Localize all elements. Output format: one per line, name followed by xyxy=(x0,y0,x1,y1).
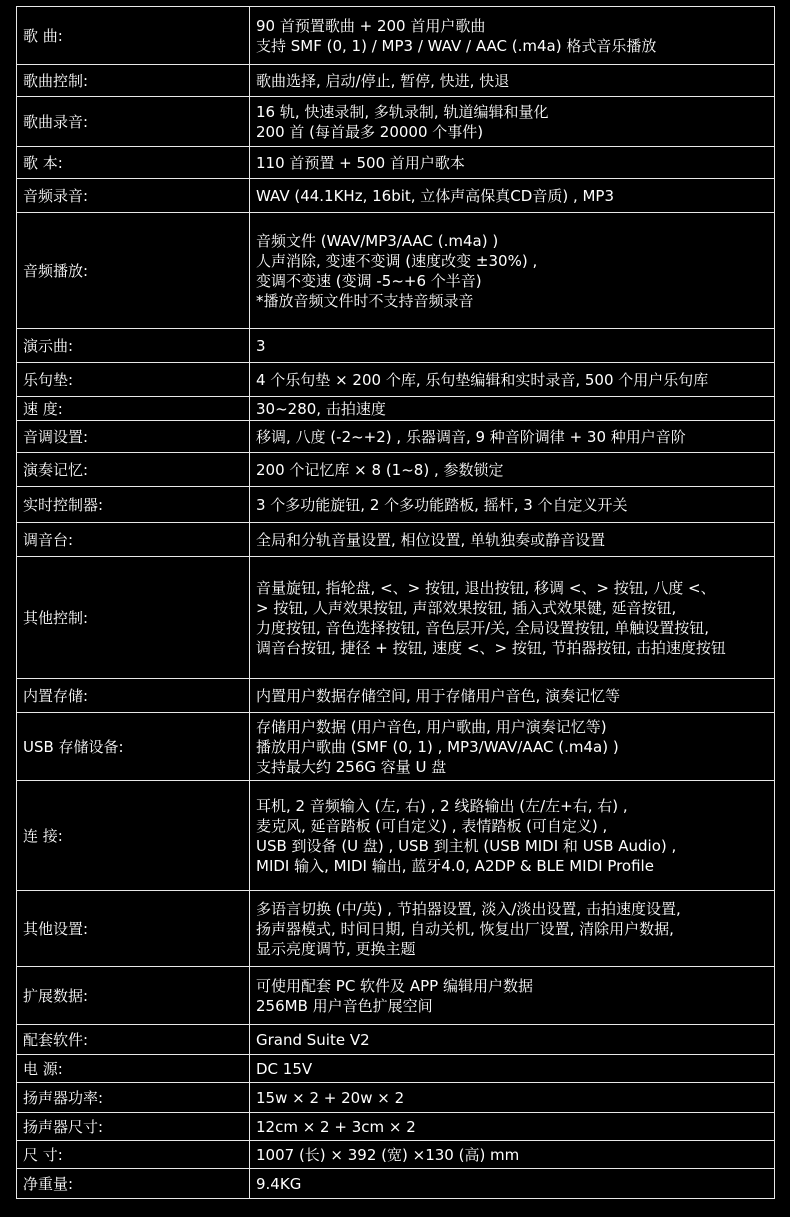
spec-row xyxy=(17,147,775,179)
spec-row xyxy=(17,453,775,487)
spec-label: 实时控制器: xyxy=(17,487,250,523)
spec-value xyxy=(250,7,775,65)
spec-value-line: 显示亮度调节, 更换主题 xyxy=(256,939,416,958)
spec-row xyxy=(17,1083,775,1113)
spec-label: 其他控制: xyxy=(17,557,250,679)
spec-row xyxy=(17,1169,775,1199)
spec-label: 配套软件: xyxy=(17,1025,250,1055)
spec-value-line: 音量旋钮, 指轮盘, <、> 按钮, 退出按钮, 移调 <、> 按钮, 八度 <、 xyxy=(256,578,716,597)
spec-value-line: 麦克风, 延音踏板 (可自定义) , 表情踏板 (可自定义) , xyxy=(256,816,608,835)
spec-label: 演示曲: xyxy=(17,329,250,363)
spec-table xyxy=(16,6,775,1199)
spec-label: 电 源: xyxy=(17,1055,250,1083)
spec-value-line: 内置用户数据存储空间, 用于存储用户音色, 演奏记忆等 xyxy=(256,686,621,705)
spec-label: 速 度: xyxy=(17,397,250,421)
spec-label: 扩展数据: xyxy=(17,967,250,1025)
spec-value-line: 200 个记忆库 × 8 (1~8) , 参数锁定 xyxy=(256,460,504,479)
spec-row xyxy=(17,1113,775,1141)
spec-value-line: USB 到设备 (U 盘) , USB 到主机 (USB MIDI 和 USB Audio) , xyxy=(256,836,677,855)
spec-value-line: 1007 (长) × 392 (宽) ×130 (高) mm xyxy=(256,1145,520,1164)
spec-value xyxy=(250,397,775,421)
spec-value xyxy=(250,523,775,557)
spec-row xyxy=(17,967,775,1025)
spec-value xyxy=(250,97,775,147)
spec-value xyxy=(250,967,775,1025)
spec-value-line: 播放用户歌曲 (SMF (0, 1) , MP3/WAV/AAC (.m4a) ) xyxy=(256,737,619,756)
spec-value-line: 12cm × 2 + 3cm × 2 xyxy=(256,1117,416,1136)
spec-label: USB 存储设备: xyxy=(17,713,250,781)
spec-value xyxy=(250,487,775,523)
spec-value xyxy=(250,213,775,329)
spec-value-line: WAV (44.1KHz, 16bit, 立体声高保真CD音质) , MP3 xyxy=(256,186,615,205)
spec-value-line: *播放音频文件时不支持音频录音 xyxy=(256,291,474,310)
spec-label: 尺 寸: xyxy=(17,1141,250,1169)
spec-value-line: 存储用户数据 (用户音色, 用户歌曲, 用户演奏记忆等) xyxy=(256,717,607,736)
spec-value-line: 力度按钮, 音色选择按钮, 音色层开/关, 全局设置按钮, 单触设置按钮, xyxy=(256,618,709,637)
spec-label: 歌 本: xyxy=(17,147,250,179)
spec-row xyxy=(17,523,775,557)
spec-row xyxy=(17,363,775,397)
spec-value-line: 变调不变速 (变调 -5~+6 个半音) xyxy=(256,271,482,290)
spec-value xyxy=(250,421,775,453)
spec-value xyxy=(250,557,775,679)
spec-value-line: 调音台按钮, 捷径 + 按钮, 速度 <、> 按钮, 节拍器按钮, 击拍速度按钮 xyxy=(256,638,726,657)
spec-value xyxy=(250,1083,775,1113)
spec-value-line: 90 首预置歌曲 + 200 首用户歌曲 xyxy=(256,16,486,35)
spec-label: 音频录音: xyxy=(17,179,250,213)
spec-value xyxy=(250,1169,775,1199)
spec-label: 演奏记忆: xyxy=(17,453,250,487)
spec-value xyxy=(250,147,775,179)
spec-row xyxy=(17,557,775,679)
spec-value-line: 3 xyxy=(256,336,266,355)
spec-value-line: 支持 SMF (0, 1) / MP3 / WAV / AAC (.m4a) 格式音乐播放 xyxy=(256,36,657,55)
spec-value xyxy=(250,1113,775,1141)
spec-value-line: > 按钮, 人声效果按钮, 声部效果按钮, 插入式效果键, 延音按钮, xyxy=(256,598,677,617)
spec-value-line: 音频文件 (WAV/MP3/AAC (.m4a) ) xyxy=(256,231,499,250)
spec-label: 音频播放: xyxy=(17,213,250,329)
spec-label: 歌 曲: xyxy=(17,7,250,65)
spec-value-line: 30~280, 击拍速度 xyxy=(256,399,386,418)
spec-value xyxy=(250,1055,775,1083)
spec-value-line: 耳机, 2 音频输入 (左, 右) , 2 线路输出 (左/左+右, 右) , xyxy=(256,796,628,815)
spec-label: 音调设置: xyxy=(17,421,250,453)
spec-value xyxy=(250,1141,775,1169)
spec-value-line: 支持最大约 256G 容量 U 盘 xyxy=(256,757,447,776)
spec-label: 调音台: xyxy=(17,523,250,557)
spec-value-line: Grand Suite V2 xyxy=(256,1030,370,1049)
spec-label: 内置存储: xyxy=(17,679,250,713)
spec-row xyxy=(17,65,775,97)
spec-value-line: DC 15V xyxy=(256,1059,313,1078)
spec-value xyxy=(250,363,775,397)
spec-value xyxy=(250,329,775,363)
spec-value-line: 歌曲选择, 启动/停止, 暂停, 快进, 快退 xyxy=(256,71,510,90)
spec-label: 乐句垫: xyxy=(17,363,250,397)
spec-value xyxy=(250,1025,775,1055)
spec-label: 扬声器功率: xyxy=(17,1083,250,1113)
spec-row xyxy=(17,781,775,891)
spec-row xyxy=(17,487,775,523)
spec-value-line: 多语言切换 (中/英) , 节拍器设置, 淡入/淡出设置, 击拍速度设置, xyxy=(256,899,681,918)
spec-value-line: 移调, 八度 (-2~+2) , 乐器调音, 9 种音阶调律 + 30 种用户音阶 xyxy=(256,427,686,446)
spec-row xyxy=(17,1055,775,1083)
spec-value xyxy=(250,453,775,487)
spec-row xyxy=(17,97,775,147)
spec-value-line: 200 首 (每首最多 20000 个事件) xyxy=(256,122,484,141)
spec-label: 歌曲控制: xyxy=(17,65,250,97)
spec-label: 净重量: xyxy=(17,1169,250,1199)
spec-value xyxy=(250,781,775,891)
spec-label: 扬声器尺寸: xyxy=(17,1113,250,1141)
spec-value xyxy=(250,679,775,713)
spec-value-line: 16 轨, 快速录制, 多轨录制, 轨道编辑和量化 xyxy=(256,102,549,121)
spec-row xyxy=(17,891,775,967)
spec-value-line: 256MB 用户音色扩展空间 xyxy=(256,996,433,1015)
spec-row xyxy=(17,1141,775,1169)
spec-value xyxy=(250,65,775,97)
spec-row xyxy=(17,1025,775,1055)
spec-label: 其他设置: xyxy=(17,891,250,967)
spec-value-line: 110 首预置 + 500 首用户歌本 xyxy=(256,153,465,172)
spec-value-line: 全局和分轨音量设置, 相位设置, 单轨独奏或静音设置 xyxy=(256,530,606,549)
spec-table-body xyxy=(17,7,775,1199)
spec-value xyxy=(250,891,775,967)
spec-value-line: 可使用配套 PC 软件及 APP 编辑用户数据 xyxy=(256,976,533,995)
spec-row xyxy=(17,213,775,329)
spec-label: 连 接: xyxy=(17,781,250,891)
spec-row xyxy=(17,713,775,781)
spec-row xyxy=(17,7,775,65)
spec-value xyxy=(250,179,775,213)
spec-row xyxy=(17,397,775,421)
spec-value-line: 人声消除, 变速不变调 (速度改变 ±30%) , xyxy=(256,251,538,270)
spec-value xyxy=(250,713,775,781)
spec-value-line: 15w × 2 + 20w × 2 xyxy=(256,1088,405,1107)
spec-value-line: 9.4KG xyxy=(256,1174,302,1193)
spec-row xyxy=(17,329,775,363)
spec-value-line: 扬声器模式, 时间日期, 自动关机, 恢复出厂设置, 清除用户数据, xyxy=(256,919,674,938)
spec-value-line: 4 个乐句垫 × 200 个库, 乐句垫编辑和实时录音, 500 个用户乐句库 xyxy=(256,370,709,389)
spec-row xyxy=(17,679,775,713)
spec-row xyxy=(17,179,775,213)
spec-row xyxy=(17,421,775,453)
spec-label: 歌曲录音: xyxy=(17,97,250,147)
spec-value-line: MIDI 输入, MIDI 输出, 蓝牙4.0, A2DP & BLE MIDI Profile xyxy=(256,856,654,875)
spec-value-line: 3 个多功能旋钮, 2 个多功能踏板, 摇杆, 3 个自定义开关 xyxy=(256,495,628,514)
